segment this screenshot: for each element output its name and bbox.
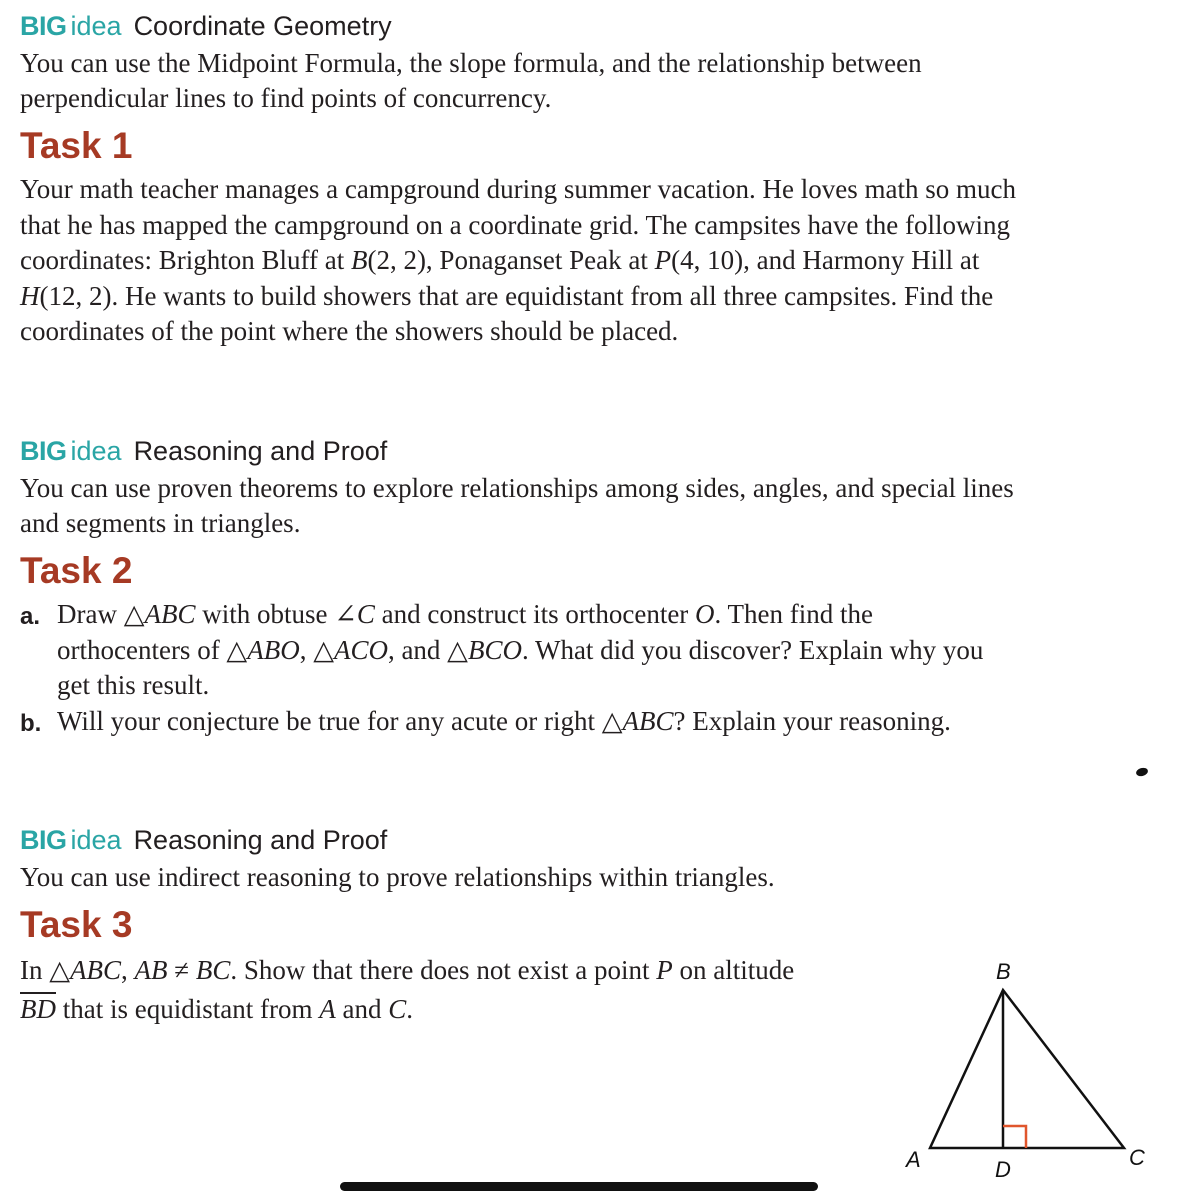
task-2-part-b: b. Will your conjecture be true for any acute or right △ABC? Explain your reasoning. <box>20 704 1157 740</box>
ink-speck <box>1135 767 1149 778</box>
part-b-label: b. <box>20 709 42 737</box>
big-idea-heading <box>20 435 1170 467</box>
big-idea-topic: Coordinate Geometry <box>133 11 392 41</box>
label-c: C <box>1129 1145 1145 1170</box>
task-2-title: Task 2 <box>20 550 133 591</box>
task-1-title: Task 1 <box>20 125 133 166</box>
right-angle-mark <box>1003 1126 1026 1148</box>
section-coordinate-geometry <box>20 10 1170 350</box>
home-indicator[interactable] <box>340 1182 818 1191</box>
triangle-abc <box>930 990 1124 1148</box>
big-idea-description: You can use indirect reasoning to prove relationships within triangles. <box>20 862 775 892</box>
label-a: A <box>906 1147 921 1172</box>
big-idea-description: You can use the Midpoint Formula, the slope formula, and the relationship between perpendicular lines to find points of concurrency. <box>20 48 922 113</box>
big-idea-big: BIG <box>20 11 67 41</box>
big-idea-idea: idea <box>70 11 122 41</box>
task-1-body: Your math teacher manages a campground during summer vacation. He loves math so much that he has mapped the campground on a coordinate grid. The campsites have the following coordinates: Brighton Bluff at B(2, 2), Ponaganset Peak at P(4, 10), and Harmony Hill at H(12, 2). He wants to build showers that are equidistant from all three campsites. Find the coordinates of the point where the showers should be placed. <box>20 174 1016 346</box>
task-3-body: In △ABC, AB ≠ BC. Show that there does not exist a point P on altitude $\overline{BD}$ that is equidistant from A and C. <box>20 955 795 1024</box>
big-idea-idea: idea <box>70 436 122 466</box>
section-reasoning-proof-1 <box>20 435 1170 739</box>
triangle-figure <box>900 955 1160 1190</box>
big-idea-description: You can use proven theorems to explore relationships among sides, angles, and special lines and segments in triangles. <box>20 473 1014 538</box>
label-b: B <box>996 959 1011 984</box>
segment-bd: $\overline{BD}$ <box>20 994 56 1024</box>
task-3-title: Task 3 <box>20 904 133 945</box>
big-idea-big: BIG <box>20 436 67 466</box>
label-d: D <box>995 1157 1011 1182</box>
part-a-label: a. <box>20 603 41 630</box>
big-idea-idea: idea <box>70 825 122 855</box>
big-idea-heading <box>20 10 1170 42</box>
big-idea-topic: Reasoning and Proof <box>133 825 388 855</box>
big-idea-heading <box>20 824 1170 856</box>
big-idea-big: BIG <box>20 825 67 855</box>
task-2-part-a: a. Draw △ABC with obtuse ∠C and construct its orthocenter O. Then find the orthocenters of △ABO, △ACO, and △BCO. What did you discover? Explain why you get this result. <box>20 599 984 700</box>
big-idea-topic: Reasoning and Proof <box>133 436 388 466</box>
